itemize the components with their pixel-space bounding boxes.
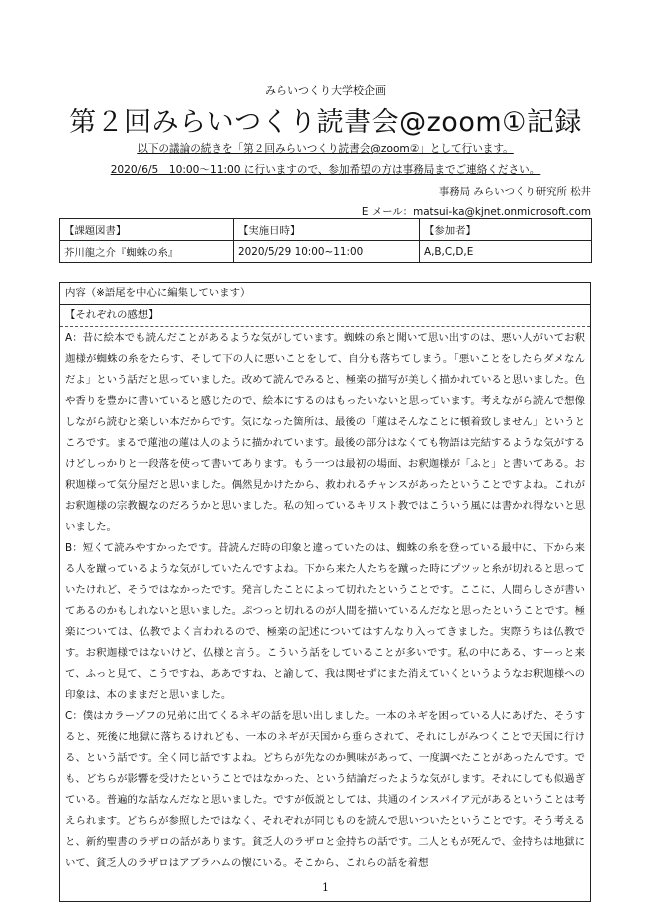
info-table bbox=[59, 218, 592, 263]
email-info: E メール：matsui-ka@kjnet.onmicrosoft.com bbox=[361, 206, 591, 218]
organizer-line: みらいつくり大学校企画 bbox=[265, 84, 386, 97]
value-participants: A,B,C,D,E bbox=[420, 241, 592, 263]
header-book: 【課題図書】 bbox=[60, 219, 234, 241]
section-heading: 【それぞれの感想】 bbox=[60, 305, 590, 327]
info-table-header-row bbox=[60, 219, 592, 241]
office-info: 事務局 みらいつくり研究所 松井 bbox=[438, 186, 591, 198]
header-datetime: 【実施日時】 bbox=[234, 219, 420, 241]
continuation-note-text: 以下の議論の続きを「第２回みらいつくり読書会@zoom②」として行います。 bbox=[137, 143, 514, 155]
value-datetime: 2020/5/29 10:00~11:00 bbox=[234, 241, 420, 263]
content-body bbox=[60, 327, 590, 874]
page-title: 第２回みらいつくり読書会@zoom①記録 bbox=[69, 107, 582, 138]
continuation-note bbox=[0, 141, 651, 156]
content-label: 内容（※語尾を中心に編集しています） bbox=[60, 283, 590, 305]
paragraph-c: C：僕はカラーゾフの兄弟に出てくるネギの話を思い出しました。一本のネギを困っている人にあげた、そうすると、死後に地獄に落ちるけれども、一本のネギが天国から垂らされて、それにしがみつくことで天国に行ける、という話です。全く同じ話ですよね。どちらが先なのか興味があって、一度調べたことがあったんです。でも、どちらが影響を受けたということではなかった、という結論だったような気がします。それにしても似過ぎている。普遍的な話なんだなと思いました。ですが仮説としては、共通のインスパイア元があるということは考えられます。どちらが参照したではなく、それぞれが同じものを読んで思いついたということです。そう考えると、新約聖書のラザロの話があります。貧乏人のラザロと金持ちの話です。二人ともが死んで、金持ちは地獄にいて、貧乏人のラザロはアブラハムの懐にいる。そこから、これらの話を着想 bbox=[65, 710, 585, 869]
value-book: 芥川龍之介『蜘蛛の糸』 bbox=[60, 241, 234, 263]
content-box bbox=[59, 282, 591, 902]
schedule-note-text: 2020/6/5 10:00～11:00 に行いますので、参加希望の方は事務局までご連絡ください。 bbox=[110, 164, 541, 176]
schedule-note bbox=[0, 162, 651, 177]
paragraph-a: A：昔に絵本でも読んだことがあるような気がしています。蜘蛛の糸と聞いて思い出すのは、悪い人がいてお釈迦様が蜘蛛の糸をたらす、そして下の人に悪いことをして、自分も落ちてしまう。「悪いことをしたらダメなんだよ」という話だと思っていました。改めて読んでみると、極楽の描写が美しく描かれていると思いました。色や香りを豊かに書いていると感じたので、絵本にするのはもったいないと思っています。考えながら読んで想像しながら読むと楽しい本だからです。気になった箇所は、最後の「蓮はそんなことに頓着致しません」というところです。まるで蓮池の蓮は人のように描かれています。最後の部分はなくても物語は完結するような気がするけどしっかりと一段落を使って書いてあります。もう一つは最初の場面、お釈迦様が「ふと」と書いてある。お釈迦様って気分屋だと思いました。偶然見かけたから、救われるチャンスがあったということですよね。これがお釈迦様の宗教観なのだろうかと思いました。私の知っているキリスト教ではこういう風には書かれ得ないと思いました。 bbox=[65, 332, 585, 533]
info-table-value-row bbox=[60, 241, 592, 263]
paragraph-b: B：短くて読みやすかったです。昔読んだ時の印象と違っていたのは、蜘蛛の糸を登っている最中に、下から来る人を蹴っているような気がしていたんですよね。下から来た人たちを蹴った時にプツッと糸が切れると思っていたけれど、そうではなかったです。発言したことによって切れたということです。ここに、人間らしさが書いてあるのかもしれないと思いました。ぷつっと切れるのが人間を描いているんだなと思ったということです。極楽については、仏教でよく言われるので、極楽の記述についてはすんなり入ってきました。実際うちは仏教です。お釈迦様ではないけど、仏様と言う。こういう話をしていることが多いです。私の中にある、すーっと来て、ふっと見て、こうですね、ああですね、と諭して、我は関せずにまた消えていくというようなお釈迦様への印象は、本のままだと思いました。 bbox=[65, 542, 585, 701]
header-participants: 【参加者】 bbox=[420, 219, 592, 241]
page-number: 1 bbox=[322, 881, 329, 894]
